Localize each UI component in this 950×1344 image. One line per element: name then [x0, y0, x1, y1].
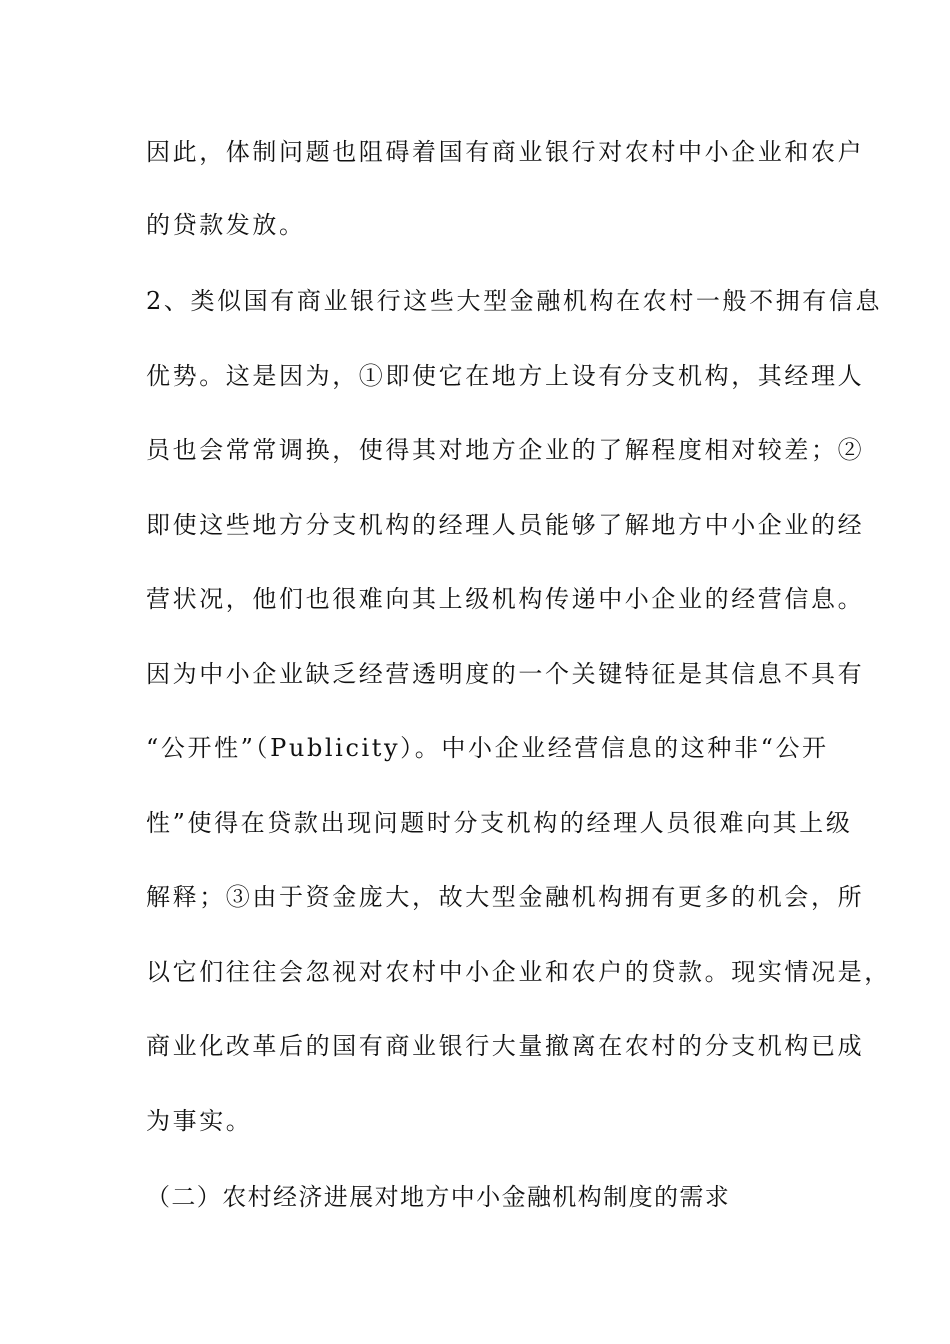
- text-line: 营状况，他们也很难向其上级机构传递中小企业的经营信息。: [146, 585, 865, 613]
- text-line: 解释；③由于资金庞大，故大型金融机构拥有更多的机会，所: [146, 883, 865, 911]
- text-line: 2、类似国有商业银行这些大型金融机构在农村一般不拥有信息: [146, 287, 883, 315]
- text-line: 的贷款发放。: [146, 211, 306, 239]
- text-line: 商业化改革后的国有商业银行大量撤离在农村的分支机构已成: [146, 1032, 865, 1060]
- text-line: “公开性”（Publicity）。中小企业经营信息的这种非“公开: [146, 734, 829, 762]
- section-heading: （二）农村经济进展对地方中小金融机构制度的需求: [146, 1183, 731, 1211]
- text-line: 为事实。: [146, 1107, 253, 1135]
- text-line: 因为中小企业缺乏经营透明度的一个关键特征是其信息不具有: [146, 660, 865, 688]
- text-line: 即使这些地方分支机构的经理人员能够了解地方中小企业的经: [146, 511, 865, 539]
- text-line: 优势。这是因为，①即使它在地方上设有分支机构，其经理人: [146, 362, 865, 390]
- text-line: 因此，体制问题也阻碍着国有商业银行对农村中小企业和农户: [146, 138, 865, 166]
- text-line: 以它们往往会忽视对农村中小企业和农户的贷款。现实情况是，: [146, 958, 891, 986]
- text-line: 性”使得在贷款出现问题时分支机构的经理人员很难向其上级: [146, 809, 853, 837]
- text-line: 员也会常常调换，使得其对地方企业的了解程度相对较差；②: [146, 436, 865, 464]
